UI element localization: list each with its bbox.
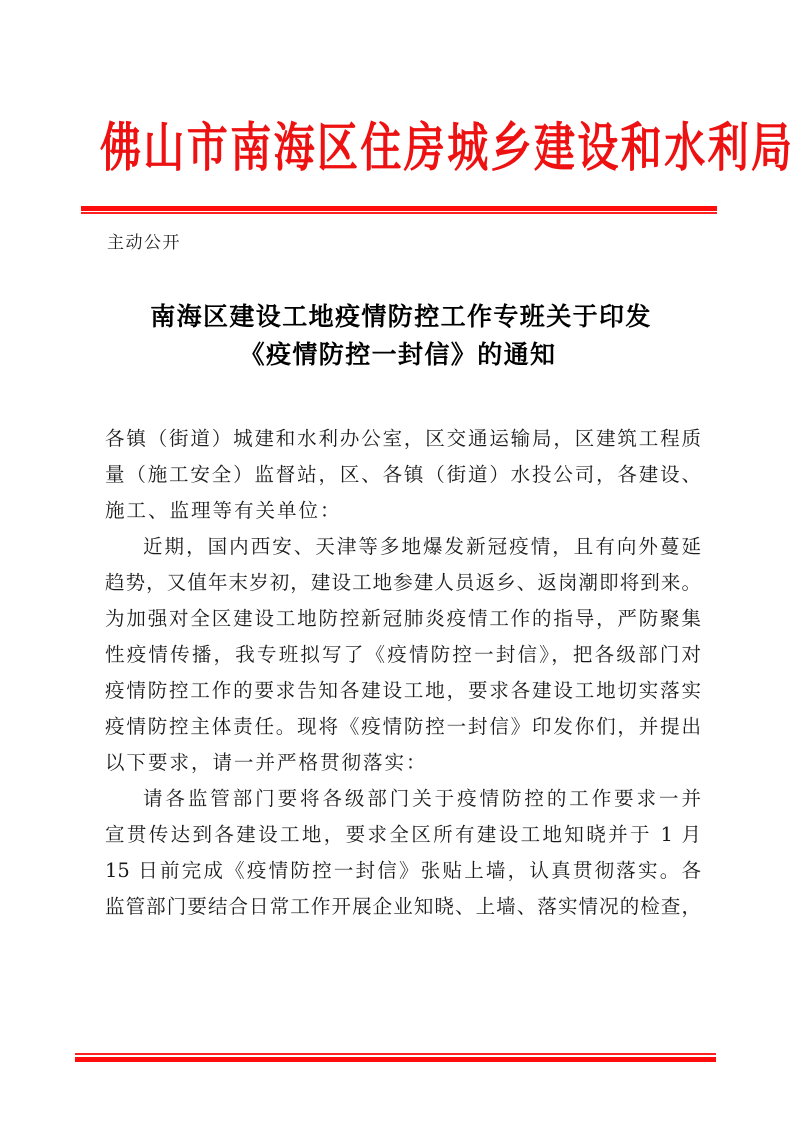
footer-rule-thin bbox=[75, 1053, 716, 1055]
paragraph-line: 宣贯传达到各建设工地，要求全区所有建设工地知晓并于 1 月 bbox=[105, 823, 701, 846]
document-title-line-2: 《疫情防控一封信》的通知 bbox=[239, 340, 557, 369]
disclosure-label: 主动公开 bbox=[107, 233, 181, 253]
masthead bbox=[100, 116, 795, 180]
paragraph-line: 性疫情传播，我专班拟写了《疫情防控一封信》，把各级部门对 bbox=[105, 643, 701, 666]
paragraph-line: 疫情防控主体责任。现将《疫情防控一封信》印发你们，并提出 bbox=[105, 715, 701, 738]
paragraph-line: 为加强对全区建设工地防控新冠肺炎疫情工作的指导，严防聚集 bbox=[105, 607, 701, 630]
addressee-line: 各镇（街道）城建和水利办公室，区交通运输局，区建筑工程质 bbox=[105, 427, 701, 450]
paragraph-line: 以下要求，请一并严格贯彻落实： bbox=[105, 751, 428, 774]
masthead-title: 佛山市南海区住房城乡建设和水利局 bbox=[100, 116, 795, 179]
footer-rule-thick bbox=[75, 1057, 716, 1062]
header-rule-thick bbox=[81, 206, 717, 211]
paragraph-line: 趋势，又值年末岁初，建设工地参建人员返乡、返岗潮即将到来。 bbox=[105, 571, 701, 594]
document-title-line-1: 南海区建设工地疫情防控工作专班关于印发 bbox=[150, 302, 652, 331]
paragraph-line: 监管部门要结合日常工作开展企业知晓、上墙、落实情况的检查， bbox=[105, 895, 701, 918]
paragraph-line: 15 日前完成《疫情防控一封信》张贴上墙，认真贯彻落实。各 bbox=[105, 859, 701, 882]
addressee-line: 施工、监理等有关单位： bbox=[105, 499, 342, 522]
addressee-line: 量（施工安全）监督站，区、各镇（街道）水投公司，各建设、 bbox=[105, 463, 701, 486]
paragraph-line: 近期，国内西安、天津等多地爆发新冠疫情，且有向外蔓延 bbox=[143, 535, 701, 558]
paragraph-line: 请各监管部门要将各级部门关于疫情防控的工作要求一并 bbox=[143, 787, 701, 810]
header-rule-thin bbox=[81, 212, 717, 214]
paragraph-line: 疫情防控工作的要求告知各建设工地，要求各建设工地切实落实 bbox=[105, 679, 701, 702]
